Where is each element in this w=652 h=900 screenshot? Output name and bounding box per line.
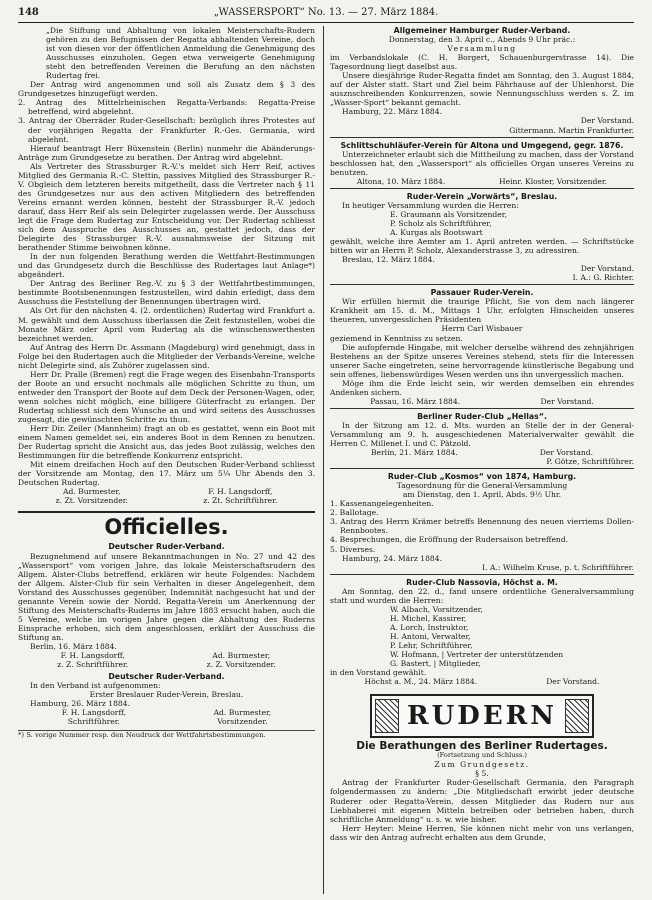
notice-text: in den Vorstand gewählt. bbox=[330, 668, 427, 678]
notice-date: Hamburg, 24. März 1884. bbox=[342, 553, 442, 563]
list-item: G. Bastert, | Mitglieder, bbox=[390, 659, 481, 669]
list-item: H. Michel, Kassirer, bbox=[390, 613, 467, 623]
notice-heading: Berliner Ruder-Club „Hellas“. bbox=[417, 411, 547, 421]
section-title-officielles: Officielles. bbox=[18, 511, 315, 539]
notice-text: Am Sonntag, den 22. d., fand unsere ordentliche Generalversammlung statt und wurden die Herren: bbox=[330, 586, 634, 605]
list-item: W. Albach, Vorsitzender, bbox=[390, 604, 483, 614]
motion-item: 3. Antrag der Oberräder Ruder-Gesellschaft: bezüglich ihres Protestes auf der vorjährigen Regatta der Frankfurter R.-Ges. Germania, wird abgelehnt. bbox=[18, 116, 315, 144]
notice-signature: Gittermann. Martin Frankfurter. bbox=[509, 125, 634, 135]
notice-signature: I. A.: G. Richter. bbox=[572, 273, 634, 283]
article-subtitle: (Fortsetzung und Schluss.) bbox=[437, 751, 527, 760]
notice-text: gewählt, welche ihre Aemter am 1. April antreten werden. — Schriftstücke bitten wir an Herrn P. Scholz, Alexanderstrasse 3, zu adressiren. bbox=[330, 237, 634, 256]
notice-text: In den Verband ist aufgenommen: bbox=[30, 681, 161, 691]
signatures bbox=[18, 708, 315, 726]
notice-heading: Ruder-Club „Kosmos“ von 1874, Hamburg. bbox=[387, 472, 577, 482]
paragraph: In der nun folgenden Berathung werden die Wettfahrt-Bestimmungen und das Grundgesetz durch die Beschlüsse des Rudertages laut Anlage*) abgeändert. bbox=[18, 252, 315, 280]
list-item: W. Hofmann, | Vertreter der unterstützenden bbox=[390, 650, 564, 660]
rudern-banner bbox=[370, 694, 594, 738]
notice-date: Hamburg, 26. März 1884. bbox=[30, 699, 130, 709]
right-column bbox=[330, 26, 634, 894]
list-item: H. Antoni, Verwalter, bbox=[390, 631, 471, 641]
notice-text: Bezugnehmend auf unsere Bekanntmachungen in No. 27 und 42 des „Wassersport“ vom vorigen Jahre, das lokale Meisterschaftsrudern des Allgem. Alster-Clubs betreffend, erklären wir heute Folgendes: Nachdem der Allgem. Alster-Club für sein Verhalten in dieser Angelegenheit, dem Vorstand des Ausschusses gegenüber, Indemnität nachgesucht hat und der genannte Verein sowie der Nordd. Regatta-Verein um Anerkennung der Stiftung des Meisterschafts-Ruderns im Jahre 1883 ersucht haben, auch die 5 Vereine, welche im vorigen Jahre gegen die Abhaltung des Ruderns Einsprache erhoben, sich dem angeschlossen, erklärt der Ausschuss die Stiftung an. bbox=[18, 551, 315, 642]
paragraph: Als Vertreter des Strassburger R.-V.'s meldet sich Herr Reif, actives Mitglied des Germania R.-C. Stettin, passives Mitglied des Strassburger R.-V. Obgleich dem letzteren bereits mitgetheilt, dass die Vertreter nach § 11 des Grundgesetzes nur aus den activen Mitgliedern des betreffenden Vereins ernannt werden können, besteht der Strassburger R.-V. jedoch darauf, dass Herr Reif als sein Delegirter zugelassen werde. Der Ausschuss legt die Frage dem Rudertag zur Entscheidung vor. Der Rudertag schliesst sich dem Ausspruche des Ausschusses an, gestattet jedoch, dass der Delegirte des Strassburger R.-V. ausnahmsweise der Sitzung mit berathender Stimme beiwohnen könne. bbox=[18, 161, 315, 253]
notice-text: Die aufopfernde Hingabe, mit welcher derselbe während des zehnjährigen Bestehens an der Spitze unseres Vereines stehend, stets für die Interessen unserer Sache eingetreten, seine hervorragende künstlerische Begabung und sein offenes, liebenswürdiges Wesen werden uns ihn unvergesslich machen. bbox=[330, 342, 634, 379]
notice-date: Passau, 16. März 1884. bbox=[370, 396, 461, 406]
paragraph: Der Antrag wird angenommen und soll als Zusatz dem § 3 des Grundgesetzes hinzugefügt werden. bbox=[18, 80, 315, 99]
name-list bbox=[330, 605, 634, 668]
paragraph: Mit einem dreifachen Hoch auf den Deutschen Ruder-Verband schliesst der Vorsitzende am Montag, den 17. März um 5¼ Uhr Abends den 3. Deutschen Rudertag. bbox=[18, 460, 315, 488]
signature-role: z. Zt. Schriftführer. bbox=[203, 496, 278, 506]
notice-text: Unsere diesjährige Ruder-Regatta findet am Sonntag, den 3. August 1884, auf der Alster statt. Start und Ziel beim Fährhause auf der Uhlenhorst. Die ausznschreibenden Konkurrenzen, sowie Nennungsschluss werden s. Z. im „Wasser-Sport“ bekannt gemacht. bbox=[330, 71, 634, 108]
article-section: Zum Grundgesetz. bbox=[434, 760, 530, 770]
signature-name: F. H. Langsdorff, bbox=[208, 487, 273, 497]
signature-name: Ad. Burmester, bbox=[62, 487, 121, 497]
paragraph: Hierauf beantragt Herr Büxenstein (Berlin) nunmehr die Abänderungs-Anträge zum Grundgesetze zu berathen. Der Antrag wird abgelehnt. bbox=[18, 143, 315, 162]
notice-signature: Der Vorstand. bbox=[546, 677, 600, 687]
notice-date: Breslau, 12. März 1884. bbox=[342, 255, 435, 265]
notice-signature: P. Götze, Schriftführer. bbox=[546, 457, 634, 467]
notice-heading: Allgemeiner Hamburger Ruder-Verband. bbox=[393, 26, 571, 35]
list-item: P. Lehr, Schriftführer, bbox=[390, 641, 473, 650]
divider bbox=[330, 468, 634, 469]
signature-role: z. Zt. Vorsitzender. bbox=[55, 496, 128, 506]
notice-text: Möge ihm die Erde leicht sein, wir werden demselben ein ehrendes Andenken sichern. bbox=[330, 378, 634, 397]
divider bbox=[330, 284, 634, 285]
notice-text: Donnerstag, den 3. April c., Abends 9 Uhr präc.: bbox=[388, 35, 576, 45]
notice-signature: Heinr. Kloster, Vorsitzender. bbox=[498, 176, 608, 186]
list-item: E. Graumann als Vorsitzender, bbox=[390, 209, 507, 219]
signature-role: Schriftführer. bbox=[67, 717, 120, 727]
article-paragraph-number: § 5. bbox=[475, 769, 489, 779]
notice-footer bbox=[330, 677, 634, 686]
signature-name: F. H. Langsdorff, bbox=[60, 651, 125, 661]
notice-text: Tagesordnung für die General-Versammlung bbox=[396, 481, 568, 491]
notice-footer bbox=[330, 177, 634, 186]
agenda-item: 2. Ballotage. bbox=[330, 508, 379, 518]
divider bbox=[330, 188, 634, 189]
paragraph: Als Ort für den nächsten 4. (2. ordentlichen) Rudertag wird Frankfurt a. M. gewählt und dem Ausschuss überlassen die Zeit festzustellen, wobei die Monate März oder April vom Rudertag als die wünschenswerthesten bezeichnet werden. bbox=[18, 306, 315, 343]
paragraph: Der Antrag des Berliner Reg.-V. zu § 3 der Wettfahrtbestimmungen, bestimmte Bootsbenennungen festzustellen, wird dahin erledigt, dass dem Ausschuss die Feststellung der Benennungen übertragen wird. bbox=[18, 279, 315, 307]
signature-role: Vorsitzender. bbox=[217, 717, 268, 727]
article-text: Herr Heyter: Meine Herren, Sie können nicht mehr von uns verlangen, dass wir den Antrag aufrecht erhalten aus dem Grunde, bbox=[330, 823, 634, 842]
signature-name: Ad. Burmester, bbox=[212, 651, 271, 661]
signature-role: z. Z. Vorsitzender. bbox=[206, 660, 276, 670]
signature-name: F. H. Langsdorff, bbox=[61, 708, 126, 718]
paragraph: Auf Antrag des Herrn Dr. Assmann (Magdeburg) wird genehmigt, dass in Folge bei den Rudertagen auch die Mitglieder der Verbands-Vereine, welche nicht Delegirte sind, als Zuhörer zugelassen sind. bbox=[18, 342, 315, 370]
notice-footer bbox=[330, 448, 634, 457]
notice-signature: Der Vorstand. bbox=[540, 396, 594, 406]
notice-text: Wir erfüllen hiermit die traurige Pflicht, Sie von dem nach längerer Krankheit am 15. d. M., Mittags 1 Uhr, erfolgten Hinscheiden unseres theueren, unvergesslichen Präsidenten bbox=[330, 297, 634, 325]
article-title: Die Berathungen des Berliner Rudertages. bbox=[356, 740, 608, 753]
article-text: Antrag der Frankfurter Ruder-Gesellschaft Germania, den Paragraph folgendermassen zu ändern: „Die Mitgliedschaft erwirbt jeder deutsche Ruderer oder Regatta-Verein, dessen Mitglieder das Rudern nur aus Liebhaberei mit eigenen Mitteln betreiben oder betrieben haben, durch schriftliche Anmeldung“ u. s. w. wie bisher. bbox=[330, 778, 634, 824]
notice-signature: I. A.: Wilhelm Kruse, p. t. Schriftführer. bbox=[482, 562, 634, 572]
column-divider bbox=[323, 26, 324, 894]
notice-signature: Der Vorstand. bbox=[580, 264, 634, 274]
paragraph: Herr Dr. Pralle (Bremen) regt die Frage wegen des Eisenbahn-Transports der Boote an und ersucht nochmals alle möglichen Schritte zu thun, um entweder den Transport der Boote auf dem Deck der Personen-Wagen, oder, wenn solches nicht möglich, eine billigere Güterfracht zu erlangen. Der Rudertag schliesst sich dem Wunsche an und wird seitens des Ausschusses zugesagt, die gewünschten Schritte zu thun. bbox=[18, 369, 315, 425]
motion-item: 2. Antrag des Mittelrheinischen Regatta-Verbands: Regatta-Preise betreffend, wird abgelehnt. bbox=[18, 98, 315, 117]
notice-text: Unterzeichneter erlaubt sich die Mittheilung zu machen, dass der Vorstand beschlossen hat, den „Wassersport“ als officielles Organ unseres Vereins zu benutzen. bbox=[330, 149, 634, 177]
divider bbox=[330, 574, 634, 575]
notice-date: Berlin, 16. März 1884. bbox=[30, 642, 117, 651]
page-header bbox=[18, 7, 634, 21]
notice-date: Berlin, 21. März 1884. bbox=[370, 448, 458, 458]
signatures bbox=[18, 651, 315, 669]
notice-heading: Passauer Ruder-Verein. bbox=[430, 288, 534, 298]
notice-footer bbox=[330, 397, 634, 406]
agenda-item: 3. Antrag des Herrn Krämer betreffs Benennung des neuen vierriems Dollen-Rennbootes. bbox=[330, 517, 634, 536]
signature-name: Ad. Burmester, bbox=[213, 708, 272, 718]
agenda-item: 4. Besprechungen, die Eröffnung der Rudersaison betreffend. bbox=[330, 535, 569, 545]
page-number: 148 bbox=[18, 7, 39, 18]
notice-signature: Der Vorstand. bbox=[580, 116, 634, 126]
motion-text: „Die Stiftung und Abhaltung von lokalen Meisterschafts-Rudern gehören zu den Befugnissen der Regatta abhaltenden Vereine, doch ist von diesen vor der öffentlichen Anmeldung die Genehmigung des Ausschusses einzuholen. Gegen etwa verweigerte Genehmigung steht den betreffenden Vereinen die Berufung an den nächsten Rudertag frei. bbox=[46, 26, 315, 81]
left-column bbox=[18, 26, 315, 894]
name-list bbox=[330, 210, 634, 237]
agenda-item: 1. Kassenangelegenheiten. bbox=[330, 499, 434, 509]
notice-heading: Deutscher Ruder-Verband. bbox=[108, 542, 225, 552]
list-item: P. Scholz als Schriftführer, bbox=[390, 218, 492, 228]
notice-text: Erster Breslauer Ruder-Verein, Breslau. bbox=[89, 690, 244, 700]
signatures bbox=[18, 487, 315, 505]
banner-text: RUDERN bbox=[406, 700, 558, 731]
notice-text: In heutiger Versammlung wurden die Herren: bbox=[342, 200, 519, 210]
notice-text: im Verbandslokale (C. H. Borgert, Schauenburgerstrasse 14). Die Tagesordnung liegt daselbst aus. bbox=[330, 53, 634, 72]
notice-text: In der Sitzung am 12. d. Mts. wurden an Stelle der in der General-Versammlung am 9. h. ausgeschiedenen Materialverwalter gewählt die Herren C. Millenet I. und C. Pätzold. bbox=[330, 420, 634, 449]
list-item: A. Lorch, Instruktor, bbox=[390, 622, 469, 632]
notice-heading: Schlittschuhläufer-Verein für Altona und Umgegend, gegr. 1876. bbox=[340, 140, 624, 150]
notice-text: geziemend in Kenntniss zu setzen. bbox=[330, 333, 463, 343]
paragraph: Herr Dir. Zeiler (Mannheim) fragt an ob es gestattet, wenn ein Boot mit einem Namen gemeldet sei, ein anderes Boot in dem Rennen zu benutzen. Der Rudertag spricht die Ansicht aus, das jedes Boot zulässig, welches den Bestimmungen für die betreffende Konkurrenz entspricht. bbox=[18, 424, 315, 461]
agenda-item: 5. Diverses. bbox=[330, 544, 376, 554]
notice-heading: Ruder-Verein „Vorwärts“, Breslau. bbox=[406, 191, 558, 201]
journal-title: „WASSERSPORT“ No. 13. — 27. März 1884. bbox=[213, 7, 439, 18]
header-rule bbox=[18, 22, 634, 23]
divider bbox=[330, 137, 634, 138]
notice-date: Höchst a. M., 24. März 1884. bbox=[364, 677, 478, 687]
notice-signature: Der Vorstand. bbox=[539, 448, 594, 458]
notice-text: Herrn Carl Wisbauer bbox=[441, 324, 523, 334]
notice-text: Versammlung bbox=[447, 44, 517, 54]
notice-heading: Ruder-Club Nassovia, Höchst a. M. bbox=[406, 577, 558, 587]
signature-role: z. Z. Schriftführer. bbox=[57, 660, 129, 670]
list-item: A. Kurgas als Bootswart bbox=[390, 227, 483, 237]
divider bbox=[330, 408, 634, 409]
notice-date: Hamburg, 22. März 1884. bbox=[342, 107, 442, 117]
footnote: *) S. vorige Nummer resp. den Neudruck der Wettfahrtsbestimmungen. bbox=[18, 730, 315, 740]
notice-heading: Deutscher Ruder-Verband. bbox=[108, 672, 225, 682]
notice-date: Altona, 10. März 1884. bbox=[356, 176, 446, 186]
notice-text: am Dienstag, den 1. April, Abds. 9½ Uhr. bbox=[402, 490, 562, 500]
